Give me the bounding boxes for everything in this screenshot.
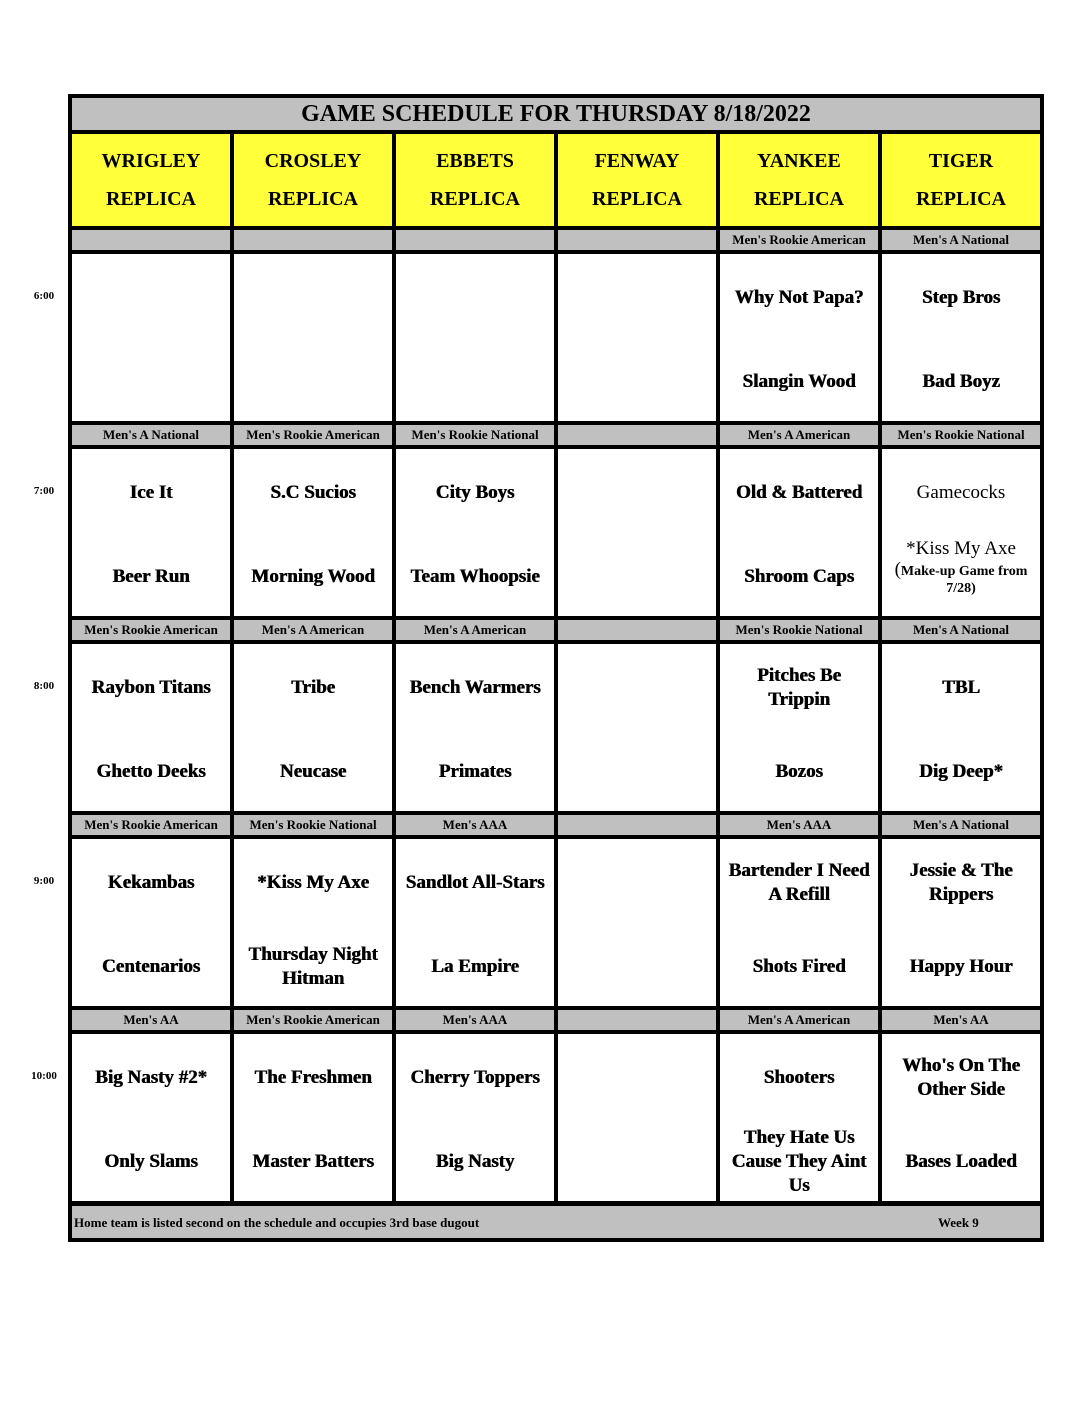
field-sub: REPLICA [105, 188, 196, 210]
game-cell [558, 1034, 716, 1201]
field-name: TIGER [928, 150, 994, 172]
division-label [558, 620, 716, 640]
division-label: Men's A National [72, 425, 230, 445]
away-team: City Boys [435, 482, 515, 503]
division-label: Men's AA [882, 1010, 1040, 1030]
home-team: Master Batters [252, 1151, 374, 1172]
game-cell [882, 254, 1040, 421]
field-header [882, 134, 1040, 226]
game-cell [396, 449, 554, 616]
division-label: Men's AA [72, 1010, 230, 1030]
away-team: Ice It [129, 482, 173, 503]
game-cell [558, 839, 716, 1006]
game-cell [234, 254, 392, 421]
game-cell [720, 1034, 878, 1201]
away-team [558, 1054, 716, 1102]
division-label: Men's Rookie National [720, 620, 878, 640]
field-header [720, 134, 878, 226]
field-name: EBBETS [436, 150, 514, 172]
game-cell [234, 449, 392, 616]
away-team [558, 469, 716, 517]
game-cell [882, 644, 1040, 811]
game-cell [72, 1034, 230, 1201]
home-team: Thursday Night Hitman [248, 944, 378, 989]
field-sub: REPLICA [429, 188, 520, 210]
home-team: Neucase [279, 761, 347, 782]
home-team: Centenarios [101, 956, 201, 977]
footer-note: Home team is listed second on the schedule and occupies 3rd base dugout [74, 1215, 480, 1230]
field-header [72, 134, 230, 226]
away-team: Sandlot All-Stars [405, 872, 545, 893]
away-team: Kekambas [107, 872, 195, 893]
home-team: Primates [438, 761, 512, 782]
away-team: Tribe [291, 677, 335, 698]
game-cell [558, 644, 716, 811]
home-team: Team Whoopsie [410, 566, 540, 587]
home-team: Only Slams [104, 1151, 198, 1172]
away-team: Pitches Be Trippin [757, 665, 841, 710]
game-cell [396, 644, 554, 811]
game-cell [558, 449, 716, 616]
game-cell [72, 644, 230, 811]
home-team [558, 346, 716, 418]
game-cell [72, 449, 230, 616]
home-team: Bases Loaded [905, 1151, 1017, 1172]
away-team: Gamecocks [916, 482, 1006, 503]
game-cell [396, 839, 554, 1006]
away-team [234, 274, 392, 322]
game-cell [720, 644, 878, 811]
division-label: Men's Rookie National [234, 815, 392, 835]
division-label: Men's A American [396, 620, 554, 640]
home-team: Happy Hour [909, 956, 1013, 977]
division-label: Men's A American [720, 425, 878, 445]
division-label [234, 230, 392, 250]
division-label: Men's Rookie National [882, 425, 1040, 445]
home-team: Dig Deep* [919, 761, 1003, 782]
away-team [558, 274, 716, 322]
division-label [558, 425, 716, 445]
home-team: Shots Fired [752, 956, 846, 977]
division-label [72, 230, 230, 250]
home-team [882, 537, 1040, 607]
division-label: Men's A American [234, 620, 392, 640]
schedule-table [68, 94, 1044, 1242]
away-team: Bench Warmers [409, 677, 541, 698]
away-team: Why Not Papa? [734, 287, 864, 308]
away-team: Old & Battered [735, 482, 863, 503]
game-cell [396, 1034, 554, 1201]
away-team: Big Nasty #2* [95, 1067, 207, 1088]
game-cell [882, 839, 1040, 1006]
field-name: CROSLEY [264, 150, 362, 172]
division-label: Men's Rookie National [396, 425, 554, 445]
note-text: Make-up Game from 7/28) [900, 564, 1028, 596]
time-label: 6:00 [33, 290, 55, 302]
game-cell [234, 1034, 392, 1201]
home-team: Bozos [775, 761, 823, 782]
week-label: Week 9 [938, 1215, 979, 1230]
note-paren: ( [894, 559, 901, 580]
division-label: Men's A National [882, 815, 1040, 835]
field-header [234, 134, 392, 226]
division-label: Men's Rookie American [72, 815, 230, 835]
field-header [558, 134, 716, 226]
away-team: *Kiss My Axe [257, 872, 369, 893]
game-cell [720, 254, 878, 421]
away-team: Raybon Titans [91, 677, 211, 698]
division-label [558, 815, 716, 835]
game-cell [72, 254, 230, 421]
division-label: Men's Rookie American [720, 230, 878, 250]
makeup-note [886, 561, 1036, 597]
away-team: Shooters [763, 1067, 835, 1088]
away-team [558, 859, 716, 907]
game-cell [720, 839, 878, 1006]
home-team [558, 541, 716, 613]
home-team [558, 736, 716, 808]
home-team [396, 346, 554, 418]
away-team [72, 274, 230, 322]
home-team: Morning Wood [251, 566, 375, 587]
away-team: Jessie & The Rippers [909, 860, 1013, 905]
home-team [234, 346, 392, 418]
away-team [396, 274, 554, 322]
game-cell [234, 644, 392, 811]
game-cell [558, 254, 716, 421]
division-label [558, 1010, 716, 1030]
division-label [558, 230, 716, 250]
time-label: 10:00 [31, 1070, 57, 1082]
away-team: The Freshmen [254, 1067, 372, 1088]
division-label: Men's A National [882, 620, 1040, 640]
time-label: 9:00 [33, 875, 55, 887]
division-label: Men's AAA [396, 1010, 554, 1030]
away-team: Cherry Toppers [410, 1067, 540, 1088]
home-team [558, 1126, 716, 1198]
field-sub: REPLICA [753, 188, 844, 210]
field-header [396, 134, 554, 226]
home-team: They Hate Us Cause They Aint Us [731, 1127, 867, 1196]
home-team: Shroom Caps [744, 566, 854, 587]
field-name: WRIGLEY [101, 150, 201, 172]
away-team: Who's On The Other Side [902, 1055, 1020, 1100]
home-team: Bad Boyz [922, 371, 1000, 392]
time-label: 7:00 [33, 485, 55, 497]
home-team: Slangin Wood [742, 371, 856, 392]
division-label: Men's Rookie American [234, 425, 392, 445]
game-cell [234, 839, 392, 1006]
away-team: Step Bros [921, 287, 1001, 308]
away-team: S.C Sucios [270, 482, 356, 503]
division-label: Men's Rookie American [72, 620, 230, 640]
time-label: 8:00 [33, 680, 55, 692]
division-label: Men's A National [882, 230, 1040, 250]
field-name: YANKEE [757, 150, 841, 172]
game-cell [720, 449, 878, 616]
home-team-name: *Kiss My Axe [906, 538, 1016, 559]
division-label: Men's AAA [396, 815, 554, 835]
away-team: Bartender I Need A Refill [728, 860, 870, 905]
field-name: FENWAY [594, 150, 680, 172]
division-label: Men's AAA [720, 815, 878, 835]
home-team: Beer Run [112, 566, 190, 587]
field-sub: REPLICA [915, 188, 1006, 210]
division-label: Men's A American [720, 1010, 878, 1030]
game-cell [882, 449, 1040, 616]
home-team [558, 931, 716, 1003]
home-team: La Empire [431, 956, 519, 977]
schedule-title: GAME SCHEDULE FOR THURSDAY 8/18/2022 [72, 98, 1040, 130]
home-team: Ghetto Deeks [96, 761, 206, 782]
home-team [72, 346, 230, 418]
field-sub: REPLICA [591, 188, 682, 210]
home-team: Big Nasty [435, 1151, 515, 1172]
away-team: TBL [941, 677, 981, 698]
game-cell [882, 1034, 1040, 1201]
division-label [396, 230, 554, 250]
game-cell [72, 839, 230, 1006]
division-label: Men's Rookie American [234, 1010, 392, 1030]
away-team [558, 664, 716, 712]
field-sub: REPLICA [267, 188, 358, 210]
game-cell [396, 254, 554, 421]
